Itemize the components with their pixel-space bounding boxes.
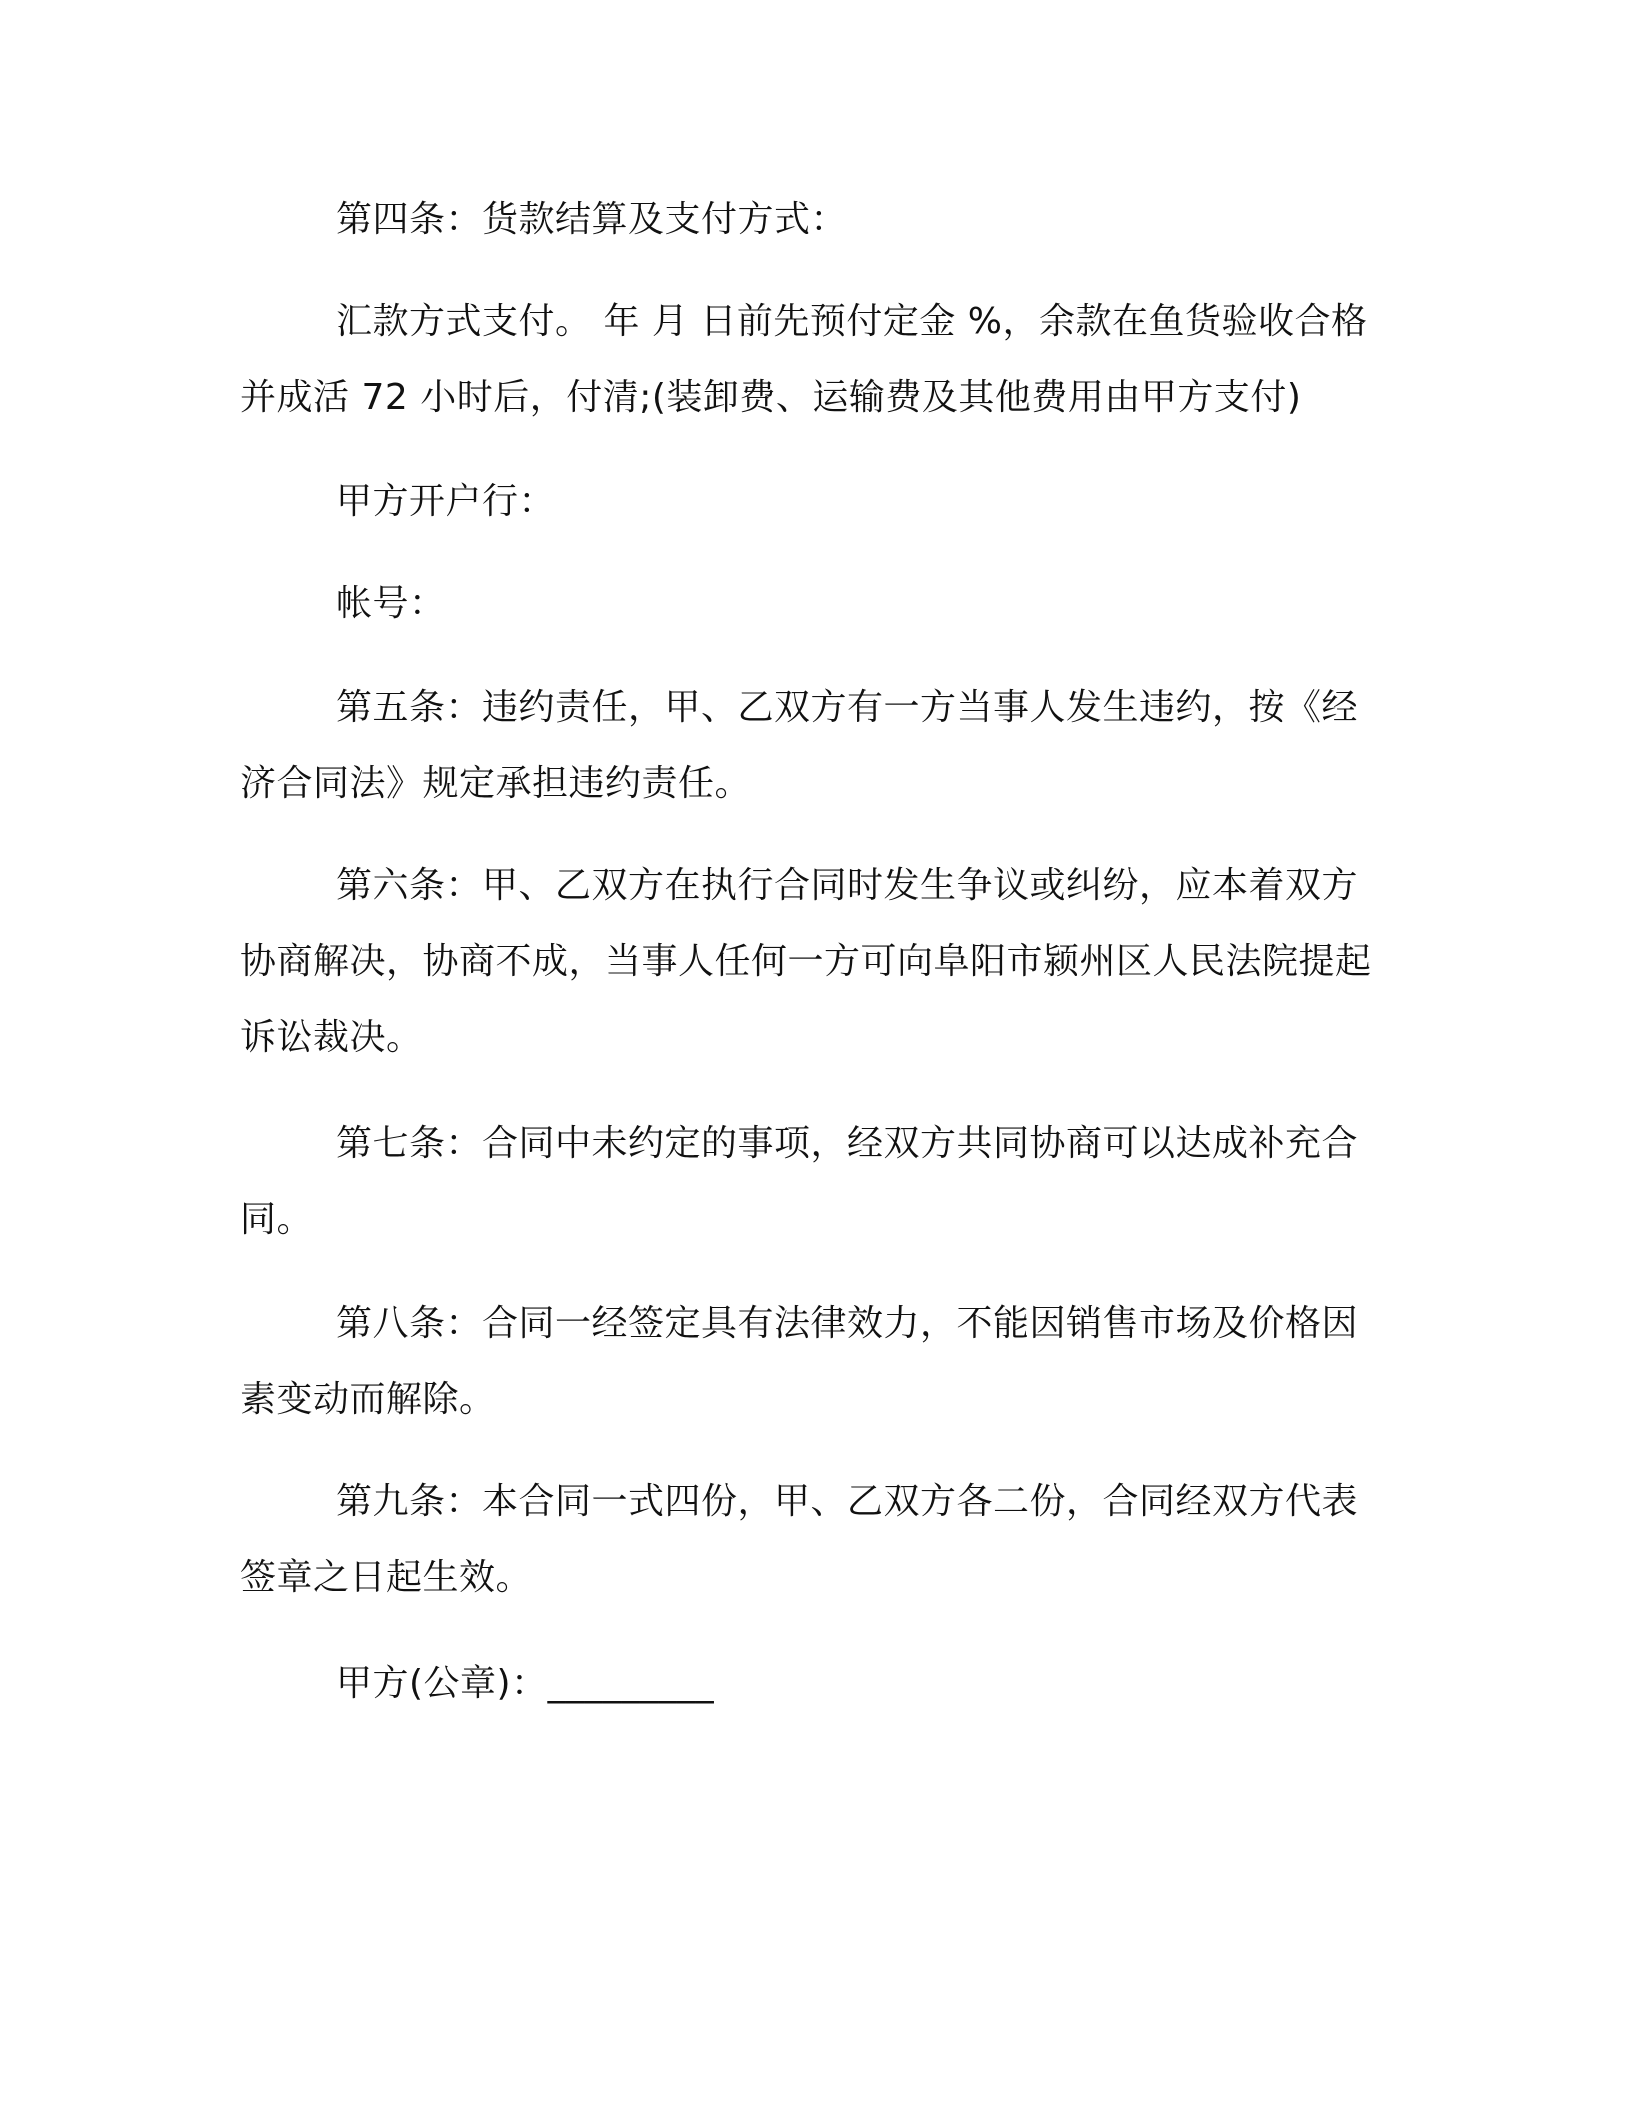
article-9-paragraph: 第九条：本合同一式四份，甲、乙双方各二份，合同经双方代表签章之日起生效。 bbox=[240, 1481, 1359, 1598]
party-a-bank-field: 甲方开户行： bbox=[336, 481, 556, 522]
article-6-paragraph: 第六条：甲、乙双方在执行合同时发生争议或纠纷，应本着双方协商解决，协商不成，当事人任何一方可向阜阳市颍州区人民法院提起诉讼裁决。 bbox=[240, 865, 1372, 1058]
payment-terms-paragraph: 汇款方式支付。 年 月 日前先预付定金 %，余款在鱼货验收合格并成活 72 小时后，付清;(装卸费、运输费及其他费用由甲方支付) bbox=[240, 301, 1368, 418]
party-a-seal-line: 甲方(公章)：_________ bbox=[336, 1663, 715, 1704]
article-8-paragraph: 第八条：合同一经签定具有法律效力，不能因销售市场及价格因素变动而解除。 bbox=[240, 1303, 1359, 1420]
account-number-field: 帐号： bbox=[336, 583, 446, 624]
article-4-heading: 第四条：货款结算及支付方式： bbox=[336, 199, 848, 240]
article-7-paragraph: 第七条：合同中未约定的事项，经双方共同协商可以达成补充合同。 bbox=[240, 1123, 1359, 1240]
article-5-paragraph: 第五条：违约责任，甲、乙双方有一方当事人发生违约，按《经济合同法》规定承担违约责任。 bbox=[240, 687, 1359, 804]
